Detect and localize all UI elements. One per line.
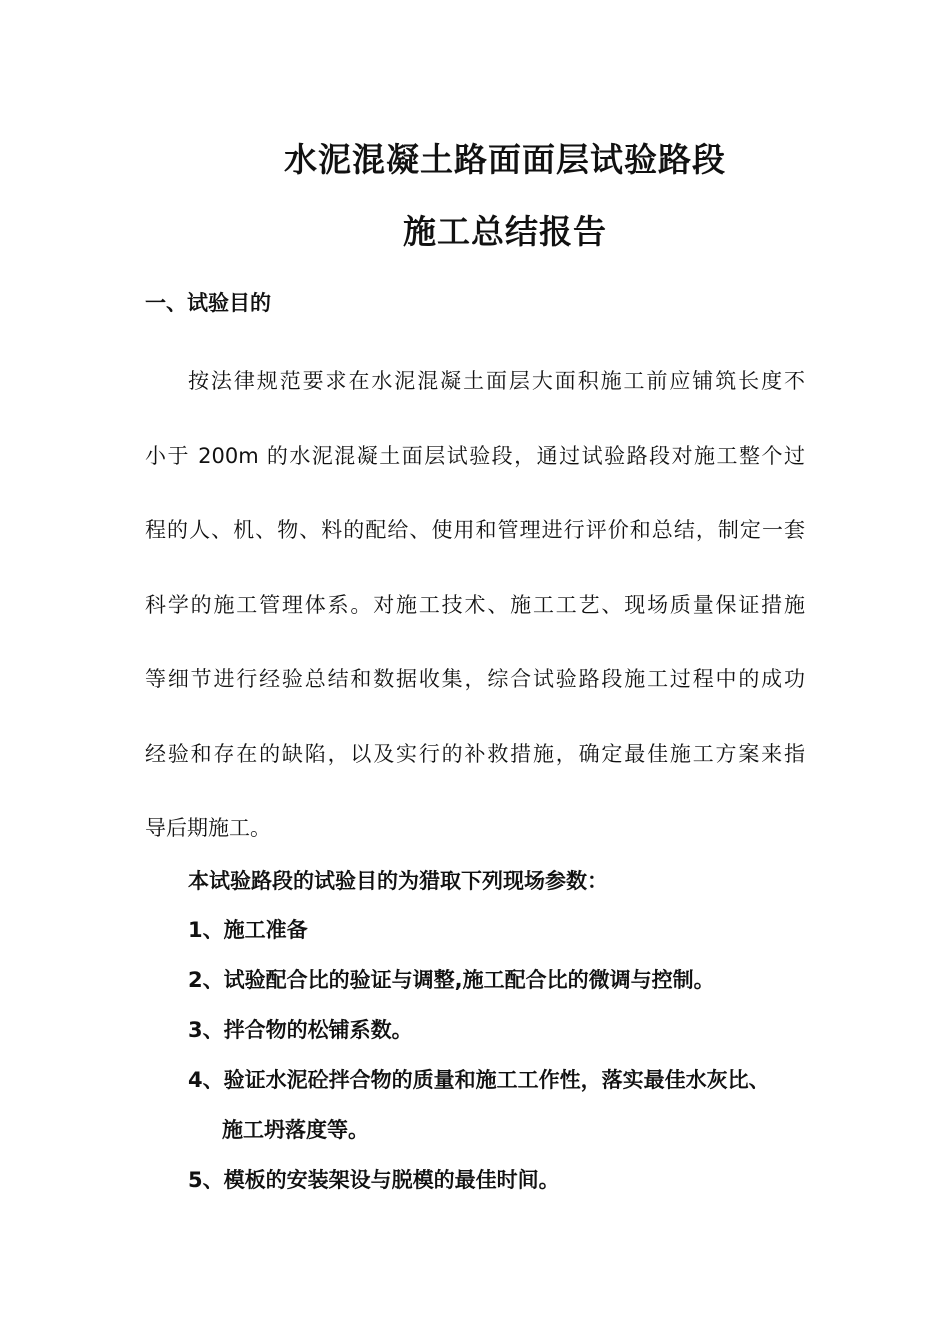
paragraph-line: 科学的施工管理体系。对施工技术、施工工艺、现场质量保证措施 xyxy=(145,592,805,617)
list-item: 2、试验配合比的验证与调整,施工配合比的微调与控制。 xyxy=(188,968,715,992)
paragraph-line: 按法律规范要求在水泥混凝土面层大面积施工前应铺筑长度不 xyxy=(188,369,805,393)
paragraph-line: 经验和存在的缺陷，以及实行的补救措施，确定最佳施工方案来指 xyxy=(145,741,805,766)
list-item: 4、验证水泥砼拌合物的质量和施工工作性，落实最佳水灰比、 xyxy=(188,1068,770,1092)
document-title-line-1: 水泥混凝土路面面层试验路段 xyxy=(284,140,726,179)
paragraph-line: 导后期施工。 xyxy=(145,816,271,840)
paragraph-line: 小于 200m 的水泥混凝土面层试验段，通过试验路段对施工整个过 xyxy=(145,443,805,468)
list-item: 5、模板的安装架设与脱模的最佳时间。 xyxy=(188,1168,560,1192)
list-intro: 本试验路段的试验目的为猎取下列现场参数： xyxy=(188,869,608,893)
paragraph-line: 程的人、机、物、料的配给、使用和管理进行评价和总结，制定一套 xyxy=(145,518,805,542)
document-title-line-2: 施工总结报告 xyxy=(403,212,607,251)
list-item: 3、拌合物的松铺系数。 xyxy=(188,1018,413,1042)
list-item: 1、施工准备 xyxy=(188,918,308,942)
body-paragraph xyxy=(145,344,805,866)
paragraph-line: 等细节进行经验总结和数据收集，综合试验路段施工过程中的成功 xyxy=(145,667,805,691)
list-item-continuation: 施工坍落度等。 xyxy=(222,1118,369,1142)
section-heading: 一、试验目的 xyxy=(145,291,271,315)
